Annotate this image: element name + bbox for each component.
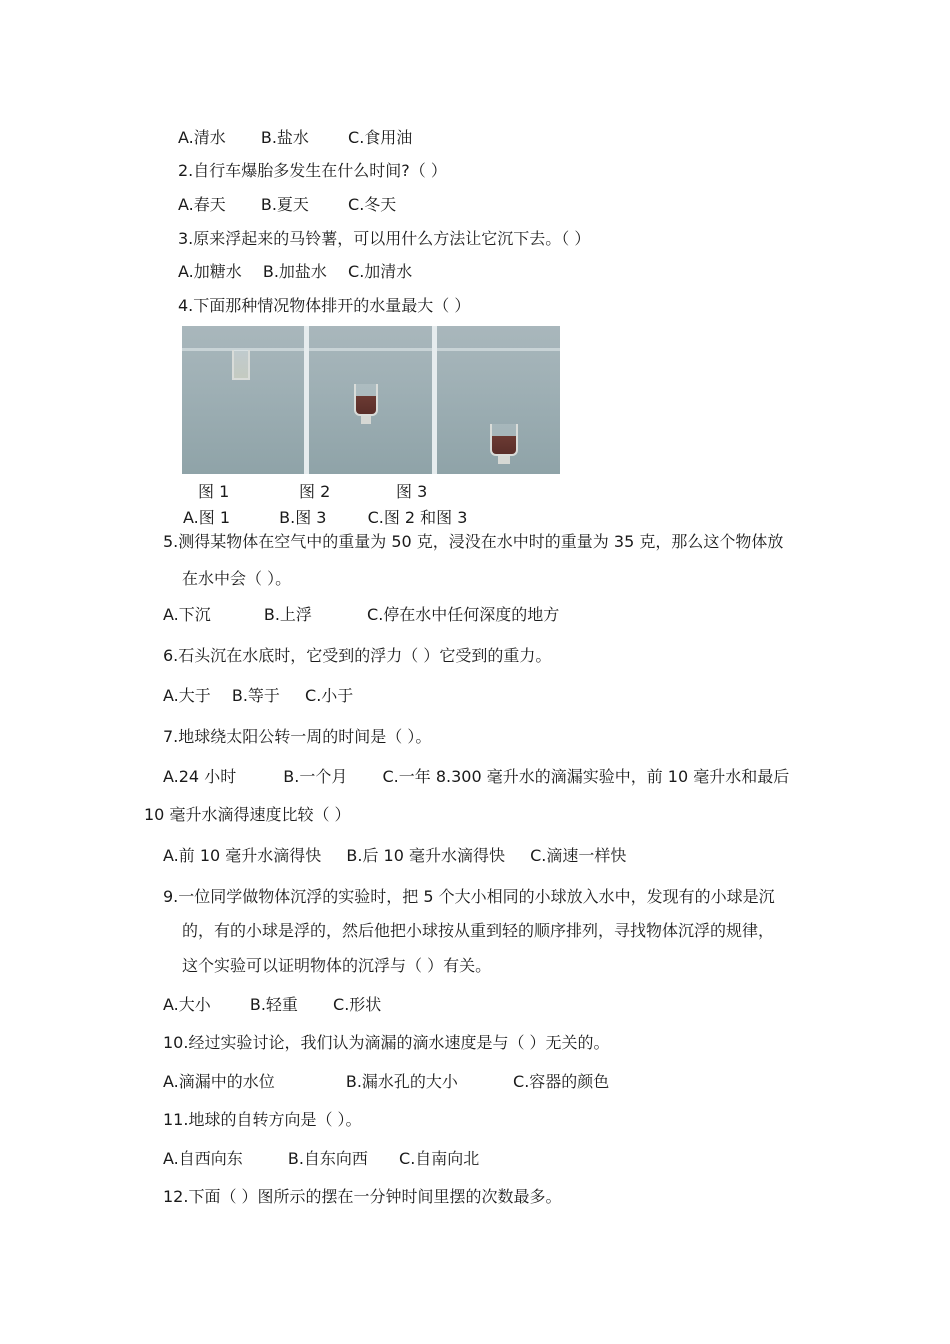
q11-option-c: C.自南向北 bbox=[399, 1149, 480, 1168]
q2-text: 2.自行车爆胎多发生在什么时间?（ ） bbox=[178, 161, 447, 180]
q9-options bbox=[163, 994, 381, 1016]
q9-text-line1: 9.一位同学做物体沉浮的实验时，把 5 个大小相同的小球放入水中，发现有的小球是沉 bbox=[163, 887, 775, 906]
q9-text-line2: 的，有的小球是浮的，然后他把小球按从重到轻的顺序排列，寻找物体沉浮的规律， bbox=[182, 921, 775, 940]
q8-text: 10 毫升水滴得速度比较（ ） bbox=[144, 805, 351, 824]
figure-divider bbox=[304, 326, 309, 474]
q4-figure-photo bbox=[182, 326, 560, 474]
q8-option-a: A.前 10 毫升水滴得快 bbox=[163, 846, 322, 865]
cup-figure-3 bbox=[490, 424, 518, 456]
q9-option-b: B.轻重 bbox=[249, 995, 298, 1014]
q7-option-c: C.一年 8.300 毫升水的滴漏实验中，前 10 毫升水和最后 bbox=[382, 767, 790, 786]
q12-text: 12.下面（ ）图所示的摆在一分钟时间里摆的次数最多。 bbox=[163, 1187, 562, 1206]
q11-option-b: B.自东向西 bbox=[287, 1149, 368, 1168]
q3-text: 3.原来浮起来的马铃薯，可以用什么方法让它沉下去。（ ） bbox=[178, 229, 591, 248]
q5-option-b: B.上浮 bbox=[263, 605, 312, 624]
q4-option-a: A.图 1 bbox=[183, 508, 231, 527]
q9-option-a: A.大小 bbox=[163, 995, 211, 1014]
q5-option-c: C.停在水中任何深度的地方 bbox=[367, 605, 560, 624]
q6-option-a: A.大于 bbox=[163, 686, 211, 705]
q5-text-line2: 在水中会（ ）。 bbox=[182, 569, 292, 588]
figure-divider bbox=[432, 326, 437, 474]
q7-options bbox=[163, 766, 789, 788]
q3-option-a: A.加糖水 bbox=[178, 262, 242, 281]
q1-option-a: A.清水 bbox=[178, 128, 226, 147]
q6-option-c: C.小于 bbox=[305, 686, 354, 705]
q4-option-c: C.图 2 和图 3 bbox=[367, 508, 468, 527]
q11-option-a: A.自西向东 bbox=[163, 1149, 243, 1168]
q5-options bbox=[163, 604, 559, 626]
q7-text: 7.地球绕太阳公转一周的时间是（ ）。 bbox=[163, 727, 432, 746]
q4-option-b: B.图 3 bbox=[279, 508, 327, 527]
q2-option-b: B.夏天 bbox=[260, 195, 309, 214]
q6-options bbox=[163, 685, 353, 707]
q1-option-c: C.食用油 bbox=[348, 128, 413, 147]
q11-text: 11.地球的自转方向是（ ）。 bbox=[163, 1110, 362, 1129]
q7-option-a: A.24 小时 bbox=[163, 767, 237, 786]
q6-text: 6.石头沉在水底时，它受到的浮力（ ）它受到的重力。 bbox=[163, 646, 552, 665]
q10-option-c: C.容器的颜色 bbox=[513, 1072, 610, 1091]
q4-options bbox=[183, 507, 467, 529]
q8-options bbox=[163, 845, 626, 867]
q1-option-b: B.盐水 bbox=[260, 128, 309, 147]
q8-option-b: B.后 10 毫升水滴得快 bbox=[346, 846, 505, 865]
q7-option-b: B.一个月 bbox=[283, 767, 348, 786]
q9-option-c: C.形状 bbox=[333, 995, 382, 1014]
figure-label-3: 图 3 bbox=[396, 482, 428, 501]
q3-option-c: C.加清水 bbox=[348, 262, 413, 281]
q2-options bbox=[178, 194, 396, 216]
q2-option-c: C.冬天 bbox=[348, 195, 397, 214]
q1-options bbox=[178, 127, 412, 149]
cup-figure-1 bbox=[232, 350, 250, 380]
q8-option-c: C.滴速一样快 bbox=[530, 846, 627, 865]
figure-label-1: 图 1 bbox=[198, 482, 230, 501]
q11-options bbox=[163, 1148, 479, 1170]
q3-options bbox=[178, 261, 412, 283]
q5-option-a: A.下沉 bbox=[163, 605, 211, 624]
q5-text-line1: 5.测得某物体在空气中的重量为 50 克，浸没在水中时的重量为 35 克，那么这个物体放 bbox=[163, 532, 784, 551]
q10-option-a: A.滴漏中的水位 bbox=[163, 1072, 275, 1091]
q9-text-line3: 这个实验可以证明物体的沉浮与（ ）有关。 bbox=[182, 956, 492, 975]
cup-figure-2 bbox=[354, 384, 378, 416]
q10-text: 10.经过实验讨论，我们认为滴漏的滴水速度是与（ ）无关的。 bbox=[163, 1033, 610, 1052]
q6-option-b: B.等于 bbox=[231, 686, 280, 705]
q10-options bbox=[163, 1071, 609, 1093]
q2-option-a: A.春天 bbox=[178, 195, 226, 214]
q3-option-b: B.加盐水 bbox=[262, 262, 327, 281]
figure-label-2: 图 2 bbox=[299, 482, 331, 501]
q10-option-b: B.漏水孔的大小 bbox=[345, 1072, 458, 1091]
q4-text: 4.下面那种情况物体排开的水量最大（ ） bbox=[178, 296, 471, 315]
